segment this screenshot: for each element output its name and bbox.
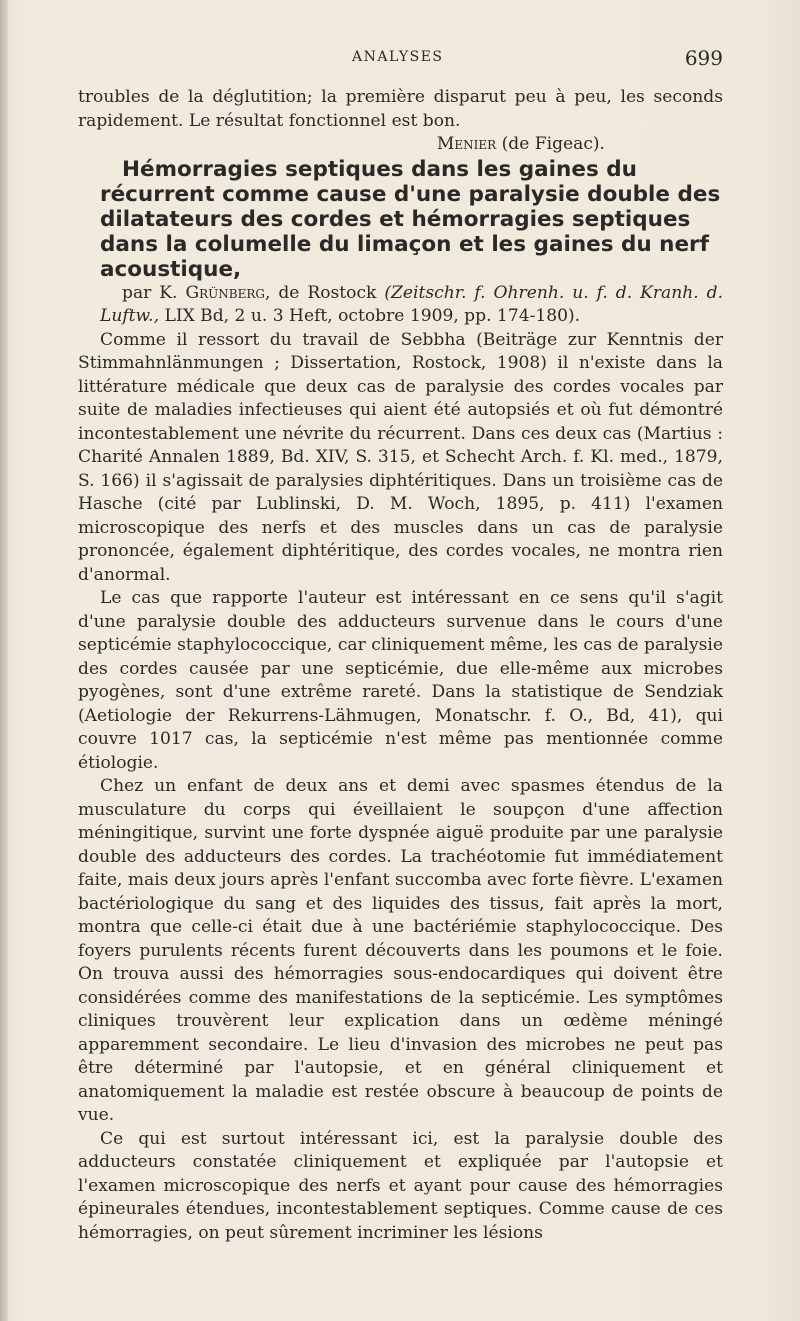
citation-details: LIX Bd, 2 u. 3 Heft, octobre 1909, pp. 174-180). [164,306,581,326]
running-head: ANALYSES [352,49,444,65]
author-name: K. Grünberg, [159,282,271,303]
body-paragraph: Ce qui est surtout intéressant ici, est la paralysie double des adducteurs constatée cliniquement et expliquée par l'autopsie et l'examen microscopique des nerfs et ayant pour cause des hémorragies épineurales étendues, incontestablement septiques. Comme cause de ces hémorragies, on peut sûrement incriminer les lésions [78,1128,723,1243]
signature-name: Menier [436,134,497,154]
page-binding-edge [0,0,8,1321]
body-paragraph: Comme il ressort du travail de Sebbha (Beiträge zur Kenntnis der Stimmahnlänmungen ; Dissertation, Rostock, 1908) il n'existe dans la littérature médicale que deux cas de paralysie des cordes vocales par suite de maladies infectieuses qui aient été autopsiés et où fut démontré incontestablement une névrite du récurrent. Dans ces deux cas (Martius : Charité Annalen 1889, Bd. XIV, S. 315, et Schecht Arch. f. Kl. med., 1879, S. 166) il s'agissait de paralysies diphtéritiques. Dans un troisième cas de Hasche (cité par Lublinski, D. M. Woch, 1895, p. 411) l'examen microscopique des nerfs et des muscles dans un cas de paralysie prononcée, également diphtéritique, des cordes vocales, ne montra rien d'anormal. [78,329,723,585]
previous-item-text: troubles de la déglutition; la première disparut peu à peu, les seconds rapidement. Le résultat fonctionnel est bon. [78,87,723,131]
page-body [78,86,723,1245]
page-number: 699 [684,46,723,70]
page-header [78,46,723,72]
citation-journal: (Zeitschr. f. Ohrenh. u. f. d. Kranh. d. Luftw., [100,282,724,326]
author-par: par [122,282,152,303]
body-paragraph: Le cas que rapporte l'auteur est intéressant en ce sens qu'il s'agit d'une paralysie double des adducteurs survenue dans le cours d'une septicémie staphylococcique, car cliniquement même, les cas de paralysie des cordes causée par une septicémie, due elle-même aux microbes pyogènes, sont d'une extrême rareté. Dans la statistique de Sendziak (Aetiologie der Rekurrens-Lähmugen, Monatschr. f. O., Bd, 41), qui couvre 1017 cas, la septicémie n'est même pas mentionnée comme étiologie. [78,588,723,773]
article-author-line [78,282,723,329]
previous-item-signature [78,133,723,157]
signature-place: (de Figeac). [501,134,605,154]
body-paragraph: Chez un enfant de deux ans et demi avec spasmes étendus de la musculature du corps qui éveillaient le soupçon d'une affection méningitique, survint une forte dyspnée aiguë produite par une paralysie double des adducteurs des cordes. La trachéotomie fut immédiatement faite, mais deux jours après l'enfant succomba avec forte fièvre. L'examen bactériologique du sang et des liquides des tissus, fait après la mort, montra que celle-ci était due à une bactériémie staphylococcique. Des foyers purulents récents furent découverts dans les poumons et le foie. On trouva aussi des hémorragies sous-endocardiques qui doivent être considérées comme des manifestations de la septicémie. Les symptômes cliniques trouvèrent leur explication dans un œdème méningé apparemment secondaire. Le lieu d'invasion des microbes ne peut pas être déterminé par l'autopsie, et en général cliniquement et anatomiquement la maladie est restée obscure à beaucoup de points de vue. [78,776,723,1125]
author-place: de Rostock [278,282,377,303]
article-title: Hémorragies septiques dans les gaines du récurrent comme cause d'une paralysie double des dilatateurs des cordes et hémorragies septiques dans la columelle du limaçon et les gaines du nerf acoustique, [100,156,721,282]
